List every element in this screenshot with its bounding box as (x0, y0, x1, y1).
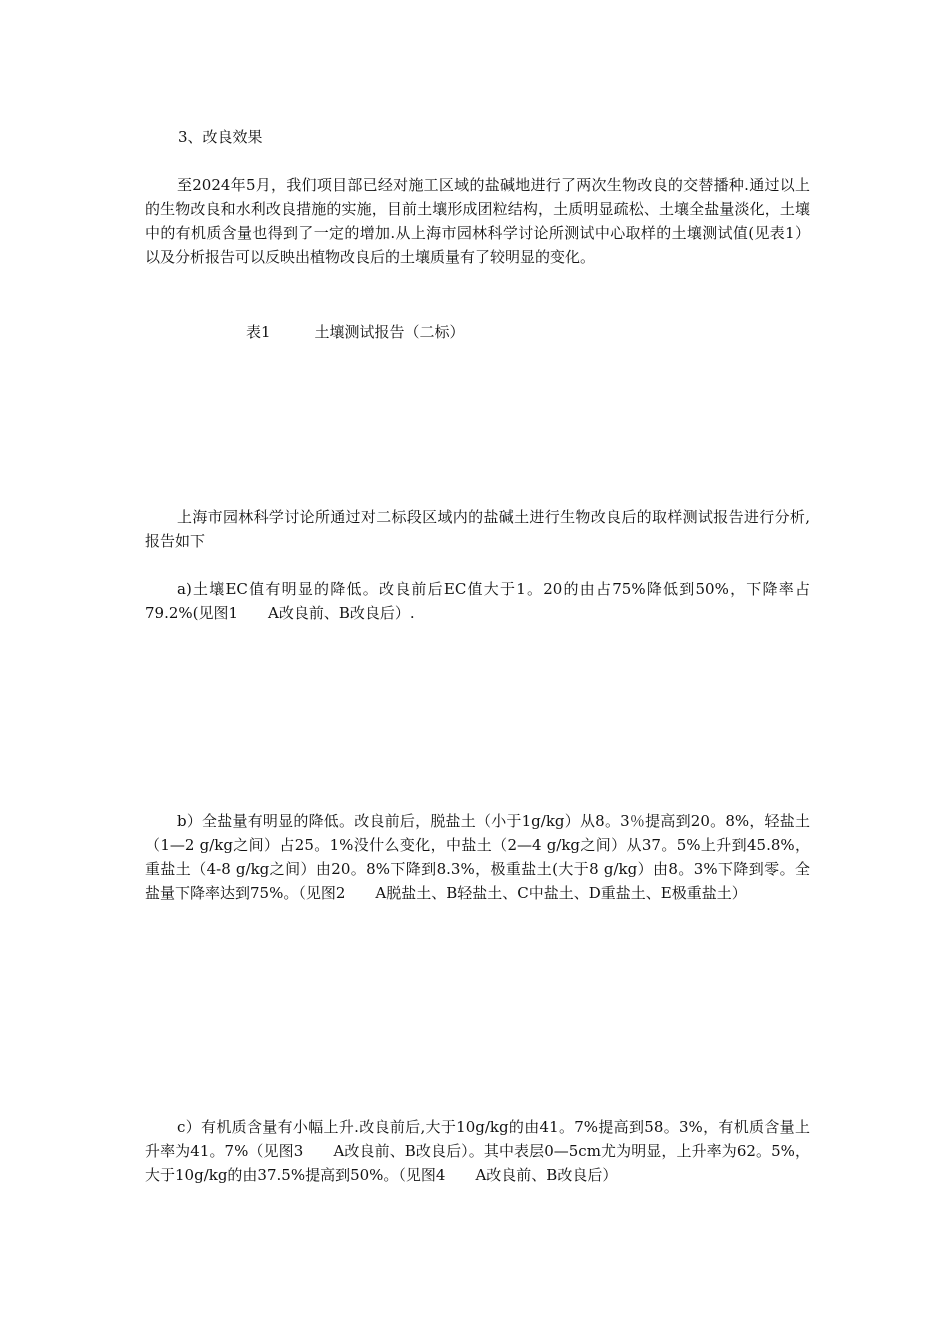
table-caption (246, 320, 465, 344)
item-b-paragraph: b）全盐量有明显的降低。改良前后，脱盐土（小于1g/kg）从8。3％提高到20。8%，轻盐土（1—2 g/kg之间）占25。1%没什么变化，中盐土（2—4 g/kg之间）从37。5%上升到45.8%，重盐土（4-8 g/kg之间）由20。8%下降到8.3%，极重盐土(大于8 g/kg）由8。3%下降到零。全盐量下降率达到75%。（见图2 A脱盐土、B轻盐土、C中盐土、D重盐土、E极重盐土） (145, 812, 810, 902)
item-a-paragraph: a)土壤EC值有明显的降低。改良前后EC值大于1。20的由占75%降低到50%，下降率占79.2%(见图1 A改良前、B改良后）. (145, 580, 810, 622)
report-paragraph: 上海市园林科学讨论所通过对二标段区域内的盐碱土进行生物改良后的取样测试报告进行分析,报告如下 (145, 508, 810, 550)
table-caption-label: 表1 (246, 323, 271, 341)
section-heading: 3、改良效果 (178, 128, 263, 146)
intro-paragraph: 至2024年5月，我们项目部已经对施工区域的盐碱地进行了两次生物改良的交替播种.通过以上的生物改良和水利改良措施的实施，目前土壤形成团粒结构，土质明显疏松、土壤全盐量淡化，土壤中的有机质含量也得到了一定的增加.从上海市园林科学讨论所测试中心取样的土壤测试值(见表1）以及分析报告可以反映出植物改良后的土壤质量有了较明显的变化。 (145, 176, 810, 266)
table-caption-title: 土壤测试报告（二标） (314, 323, 465, 341)
item-c-paragraph: c）有机质含量有小幅上升.改良前后,大于10g/kg的由41。7%提高到58。3%，有机质含量上升率为41。7%（见图3 A改良前、B改良后）。其中表层0—5cm尤为明显，上升率为62。5%，大于10g/kg的由37.5%提高到50%。（见图4 A改良前、B改良后） (145, 1118, 810, 1184)
